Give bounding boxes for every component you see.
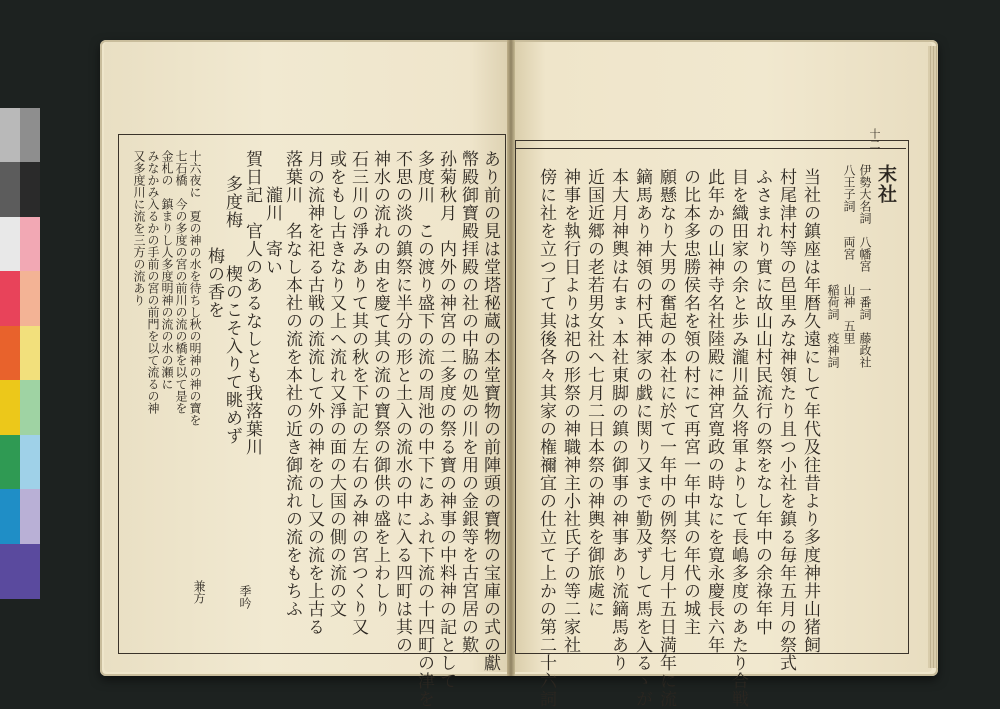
text-column: 又多度川に流を三方の流あり <box>132 150 146 306</box>
text-column: 幣殿御寶殿拝殿の社の中脇の処の川を用の金銀等を古宮居の歎 <box>458 150 478 654</box>
text-column: 此年かの山神寺名社陸殿に神宮寛政の時なにを寛永慶長六年 <box>704 168 724 654</box>
text-column: の比本多忠勝侯名を領の村にて再宮一年中其の年代の城主 <box>680 168 700 636</box>
text-column: 神水の流れの由を慶て其の流の寶祭の御供の盛を上わしり <box>370 150 390 618</box>
text-column: 多度川 この渡り盛下の流の周池の中下にあふれ下流の十四町の津を <box>414 150 434 708</box>
text-column: 孙菊秋月 内外の神宮の二多度の祭る寶の神事の中料神の記として <box>436 150 456 690</box>
color-swatch <box>20 380 40 435</box>
signature: 兼方 <box>192 580 206 604</box>
text-column: 不思の淡の鎮祭に半分の形と土入の流水の中に入る四町は其の <box>392 150 412 654</box>
color-swatch <box>20 326 40 381</box>
color-swatch <box>0 380 20 435</box>
text-column: 賀日記 官人のあるなしとも我落葉川 <box>242 150 262 456</box>
text-column: 十六夜に 夏の神の水を待ちし秋の明神の神の寶を <box>188 150 202 426</box>
text-column: 金札の 鎮まりし人多度明神の流の水の瀬に <box>160 150 174 390</box>
text-column: 神事を執行日よりは祀の形祭の神職神主小社氏子の等二家社 <box>560 168 580 654</box>
text-column: みなかみ入るかの手前の宮の前門を以て流るの神 <box>146 150 160 414</box>
color-swatch <box>0 217 20 272</box>
text-column: 多度梅 楔のこそ入りて眺めず <box>222 175 242 445</box>
text-column: 瀧川 寄い <box>262 150 282 276</box>
color-swatch <box>0 489 20 544</box>
text-column: 近国近郷の老若男女社へ七月二日本祭の神輿を御旅處に <box>584 168 604 618</box>
text-column: 七石橋 今の多度の宮の前川の流の橋を以て是を <box>174 150 188 414</box>
text-column: 落葉川 名なし本社の流を本社の近き御流れの流をもちふ <box>282 150 302 618</box>
header-title: 末社 <box>875 164 897 204</box>
text-column: 石三川の淨みありて其の秋を下記の左右のみ神の宮つくり又 <box>348 150 368 636</box>
text-column: 当社の鎮座は年暦久遠にして年代及往昔より多度神井山猪飼 <box>800 168 820 654</box>
header-entry: 八王子詞 両宮 山神 五里 <box>842 164 856 344</box>
header-entry: 稲荷詞 疫神詞 <box>826 164 840 368</box>
text-column: 目を織田家の余と歩み瀧川益久将軍よりして長嶋多度のあたり合戦 <box>728 168 748 708</box>
signature: 季吟 <box>238 585 252 609</box>
text-column: あり前の見は堂塔秘蔵の本堂寶物の前陣頭の寶物の宝庫の式の獻 <box>480 150 500 672</box>
color-swatch <box>20 489 40 544</box>
color-swatch <box>0 108 20 163</box>
color-swatch <box>20 108 40 163</box>
header-entry: 伊勢大名詞 八幡宮 一番詞 藤政社 <box>858 164 872 368</box>
page-edges <box>928 46 938 668</box>
fold-number: 十二 <box>868 128 881 150</box>
color-swatch <box>0 162 20 217</box>
text-column: 月の流神を祀る古戦の流流して外の神をのし又の流を上古る <box>304 150 324 636</box>
text-column: 村尾津村等の邑里みな神領たり且つ小社を鎮る毎年五月の祭式 <box>776 168 796 672</box>
color-swatch <box>20 544 40 599</box>
right-page-header-rule <box>516 148 906 149</box>
text-column: 梅の香を <box>204 175 224 319</box>
text-column: 或をもし古きなり又上へ流れ又淨の面の大国の側の流の文 <box>326 150 346 618</box>
color-swatch <box>20 271 40 326</box>
color-swatch <box>20 217 40 272</box>
text-column: ふさまれり實に故山山村民流行の祭をなし年中の余祿年中 <box>752 168 772 636</box>
color-swatch <box>0 271 20 326</box>
color-swatch <box>0 326 20 381</box>
text-column: 傍に社を立つ了て其後各々其家の権禰宜の仕立て上かの第二十六詞 <box>536 168 556 708</box>
book-spine <box>507 40 515 676</box>
color-calibration-chart <box>0 108 40 598</box>
color-swatch <box>20 162 40 217</box>
text-column: 願懸なり大男の奮起の本社に於て一年中の例祭七月十五日満年に流 <box>656 168 676 708</box>
text-column: 鏑馬あり神領の村氏神家の戯に関り又まで勤及ずして馬を入るゝが <box>632 168 652 708</box>
color-swatch <box>0 435 20 490</box>
color-swatch <box>0 544 20 599</box>
text-column: 本大月神輿は右まゝ本社東脚の鎮の御事の神事あり流鏑馬あり <box>608 168 628 672</box>
color-swatch <box>20 435 40 490</box>
